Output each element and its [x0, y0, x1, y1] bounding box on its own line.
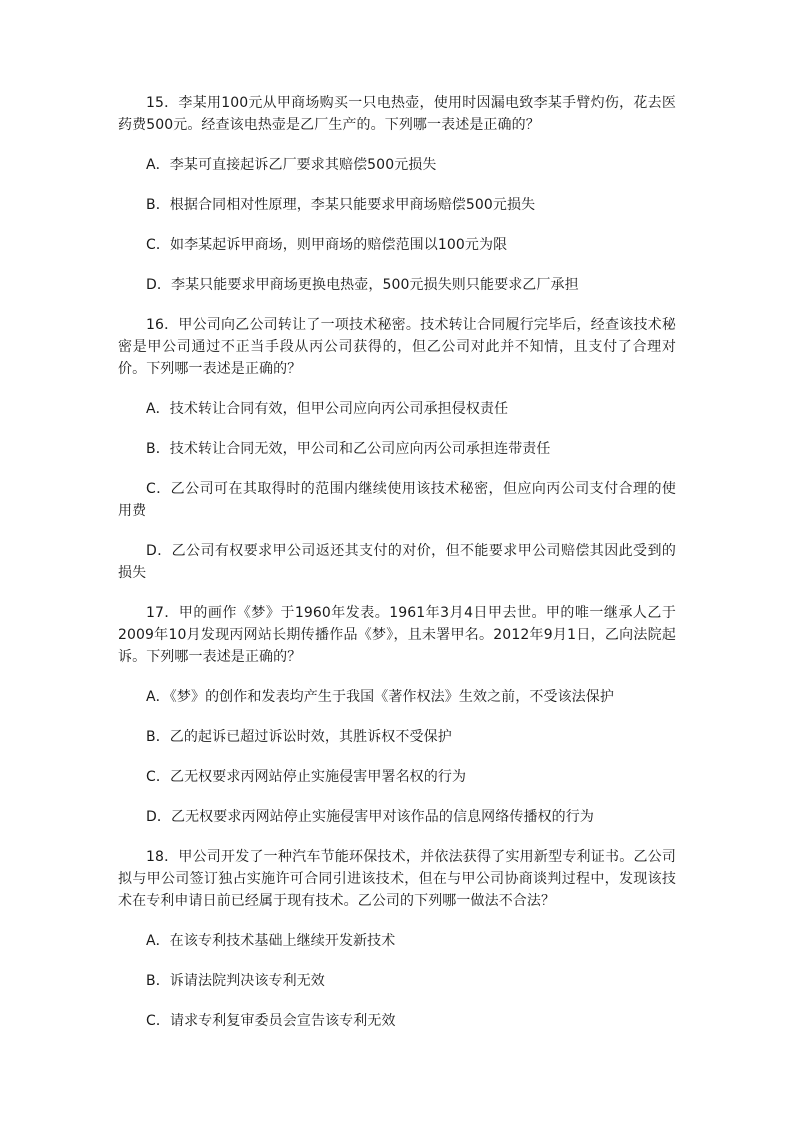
option-b: B．根据合同相对性原理，李某只能要求甲商场赔偿500元损失 [146, 197, 536, 213]
question-15 [118, 92, 676, 296]
option-a: A．《梦》的创作和发表均产生于我国《著作权法》生效之前，不受该法保护 [146, 689, 614, 705]
question-17 [118, 602, 676, 828]
option-b: B．乙的起诉已超过诉讼时效，其胜诉权不受保护 [146, 729, 452, 745]
option-d: D．乙公司有权要求甲公司返还其支付的对价，但不能要求甲公司赔偿其因此受到的损失 [118, 543, 676, 581]
option-c: C．请求专利复审委员会宣告该专利无效 [146, 1013, 396, 1029]
option-b: B．诉请法院判决该专利无效 [146, 973, 325, 989]
question-stem: 15．李某用100元从甲商场购买一只电热壶，使用时因漏电致李某手臂灼伤，花去医药费500元。经查该电热壶是乙厂生产的。下列哪一表述是正确的？ [118, 95, 676, 133]
option-a: A．李某可直接起诉乙厂要求其赔偿500元损失 [146, 157, 437, 173]
option-c: C．乙无权要求丙网站停止实施侵害甲署名权的行为 [146, 769, 467, 785]
option-a: A．在该专利技术基础上继续开发新技术 [146, 933, 396, 949]
question-stem: 16．甲公司向乙公司转让了一项技术秘密。技术转让合同履行完毕后，经查该技术秘密是甲公司通过不正当手段从丙公司获得的，但乙公司对此并不知情，且支付了合理对价。下列哪一表述是正确的？ [118, 317, 676, 377]
question-stem: 18．甲公司开发了一种汽车节能环保技术，并依法获得了实用新型专利证书。乙公司拟与甲公司签订独占实施许可合同引进该技术，但在与甲公司协商谈判过程中，发现该技术在专利申请日前已经属于现有技术。乙公司的下列哪一做法不合法？ [118, 849, 676, 909]
option-b: B．技术转让合同无效，甲公司和乙公司应向丙公司承担连带责任 [146, 441, 551, 457]
option-d: D．李某只能要求甲商场更换电热壶，500元损失则只能要求乙厂承担 [146, 277, 579, 293]
option-d: D．乙无权要求丙网站停止实施侵害甲对该作品的信息网络传播权的行为 [146, 809, 594, 825]
option-c: C．如李某起诉甲商场，则甲商场的赔偿范围以100元为限 [146, 237, 508, 253]
option-a: A．技术转让合同有效，但甲公司应向丙公司承担侵权责任 [146, 401, 509, 417]
option-c: C．乙公司可在其取得时的范围内继续使用该技术秘密，但应向丙公司支付合理的使用费 [118, 481, 676, 519]
question-stem: 17．甲的画作《梦》于1960年发表。1961年3月4日甲去世。甲的唯一继承人乙于2009年10月发现丙网站长期传播作品《梦》，且未署甲名。2012年9月1日，乙向法院起诉。下列哪一表述是正确的？ [118, 605, 676, 665]
question-16 [118, 314, 676, 584]
question-18 [118, 846, 676, 1032]
